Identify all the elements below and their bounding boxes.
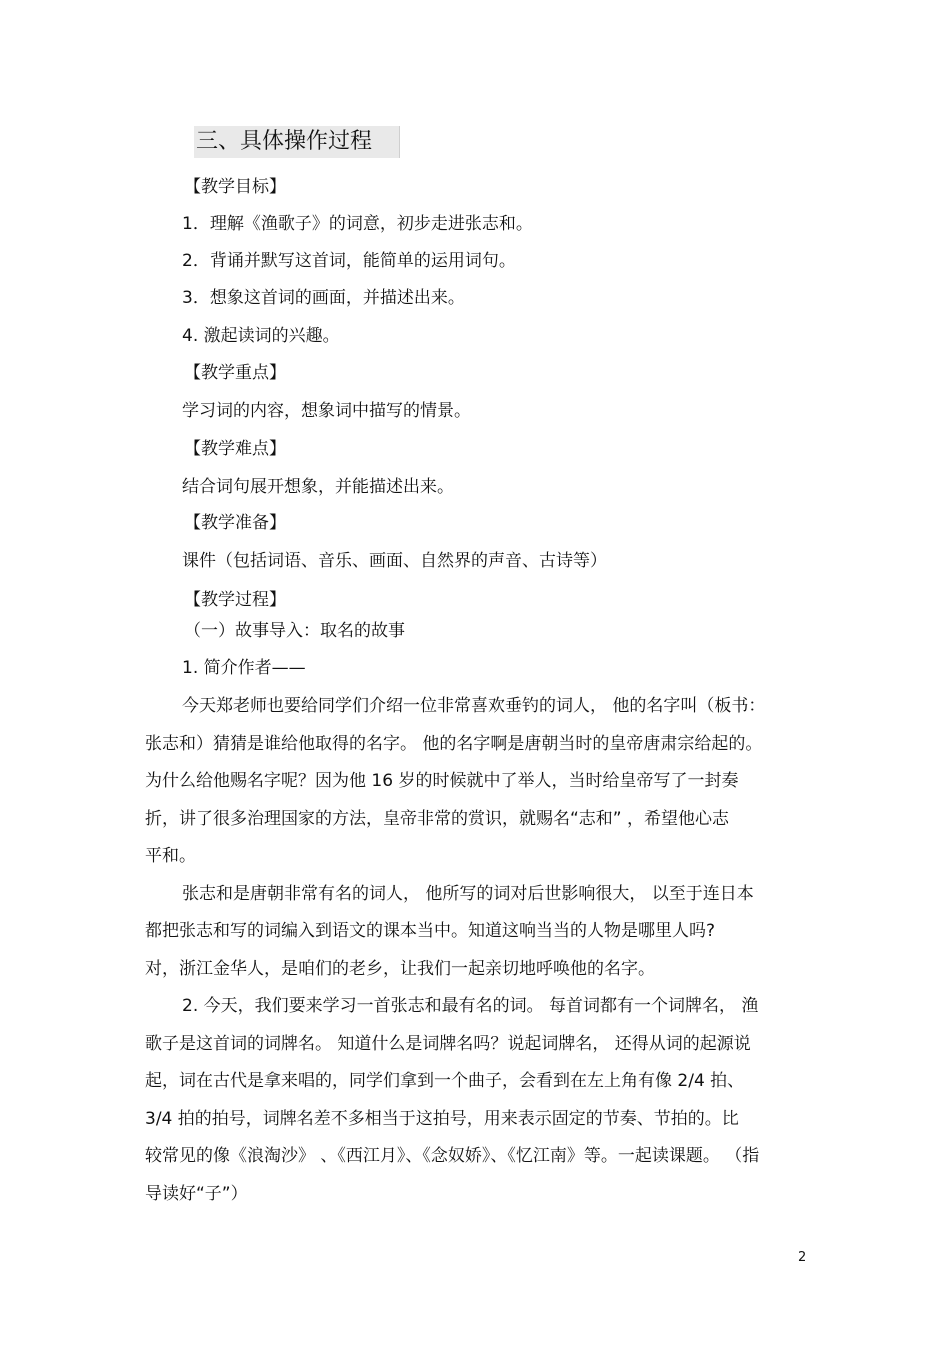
section-heading: 三、具体操作过程 — [194, 126, 400, 158]
para3-line-1: 2. 今天，我们要来学习一首张志和最有名的词。 每首词都有一个词牌名， 渔 — [182, 996, 759, 1016]
key-points-label: 【教学重点】 — [184, 363, 286, 383]
key-points-text: 学习词的内容，想象词中描写的情景。 — [182, 401, 471, 421]
para3-line-3: 起，词在古代是拿来唱的，同学们拿到一个曲子，会看到在左上角有像 2/4 拍、 — [145, 1071, 745, 1091]
para2-line-2: 都把张志和写的词编入到语文的课本当中。知道这响当当的人物是哪里人吗? — [145, 921, 716, 941]
difficulties-text: 结合词句展开想象，并能描述出来。 — [182, 477, 454, 497]
preparation-text: 课件（包括词语、音乐、画面、自然界的声音、古诗等） — [182, 551, 607, 571]
para2-line-1: 张志和是唐朝非常有名的词人， 他所写的词对后世影响很大， 以至于连日本 — [182, 884, 754, 904]
preparation-label: 【教学准备】 — [184, 513, 286, 533]
para2-line-3: 对，浙江金华人，是咱们的老乡，让我们一起亲切地呼唤他的名字。 — [145, 959, 655, 979]
para3-line-5: 较常见的像《浪淘沙》 、《西江月》、《念奴娇》、《忆江南》等。一起读课题。 （指 — [145, 1146, 760, 1166]
objective-item-1: 1．理解《渔歌子》的词意，初步走进张志和。 — [182, 214, 533, 234]
para3-line-2: 歌子是这首词的词牌名。 知道什么是词牌名吗？说起词牌名， 还得从词的起源说 — [145, 1034, 751, 1054]
objective-item-4: 4. 激起读词的兴趣。 — [182, 326, 340, 346]
process-step1: 1. 简介作者—— — [182, 658, 306, 678]
para1-line-1: 今天郑老师也要给同学们介绍一位非常喜欢垂钓的词人， 他的名字叫（板书： — [182, 696, 766, 716]
objective-item-2: 2．背诵并默写这首词，能简单的运用词句。 — [182, 251, 516, 271]
para1-line-5: 平和。 — [145, 846, 196, 866]
process-part1: （一）故事导入：取名的故事 — [184, 621, 405, 641]
process-label: 【教学过程】 — [184, 590, 286, 610]
objectives-label: 【教学目标】 — [184, 177, 286, 197]
para1-line-4: 折，讲了很多治理国家的方法，皇帝非常的赏识，就赐名“志和” ，希望他心志 — [145, 809, 730, 829]
difficulties-label: 【教学难点】 — [184, 439, 286, 459]
page-number: 2 — [798, 1250, 807, 1265]
para1-line-3: 为什么给他赐名字呢？因为他 16 岁的时候就中了举人，当时给皇帝写了一封奏 — [145, 771, 739, 791]
para3-line-4: 3/4 拍的拍号，词牌名差不多相当于这拍号，用来表示固定的节奏、节拍的。比 — [145, 1109, 739, 1129]
objective-item-3: 3．想象这首词的画面，并描述出来。 — [182, 288, 465, 308]
para3-line-6: 导读好“子”） — [145, 1184, 248, 1204]
para1-line-2: 张志和）猜猜是谁给他取得的名字。 他的名字啊是唐朝当时的皇帝唐肃宗给起的。 — [145, 734, 763, 754]
